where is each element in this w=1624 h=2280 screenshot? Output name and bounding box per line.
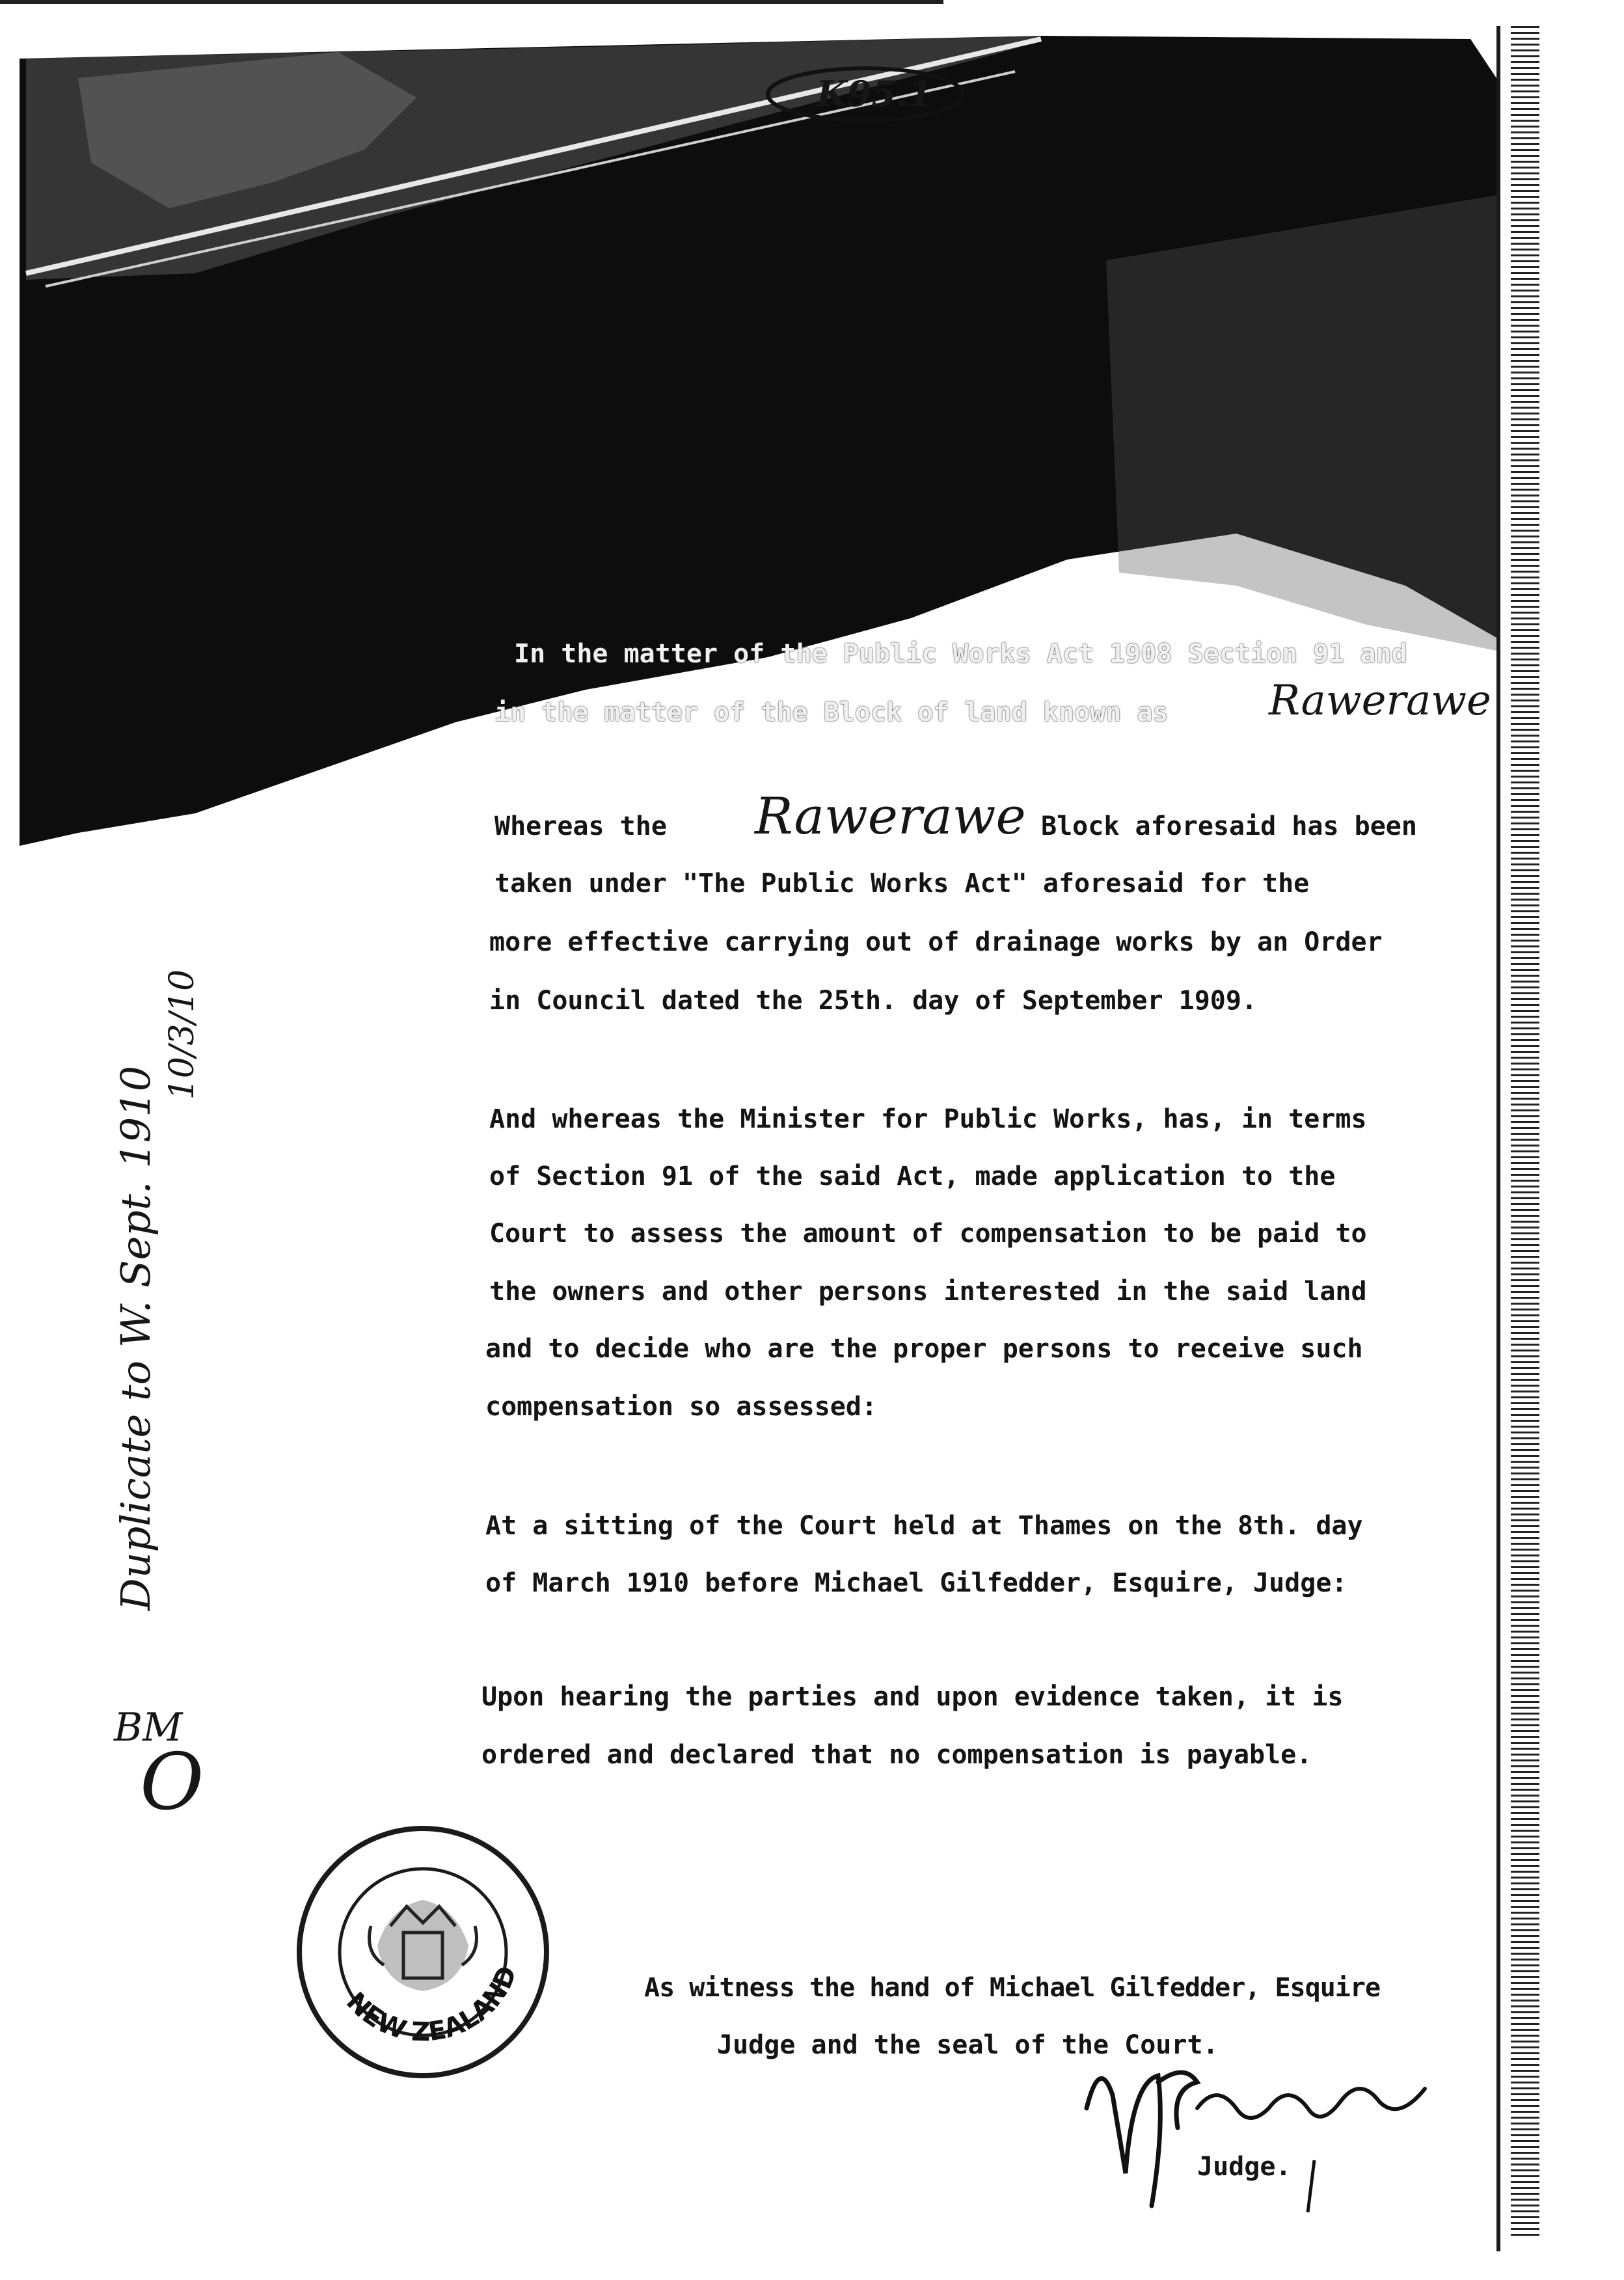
- witness-line-2: Judge and the seal of the Court.: [717, 2030, 1219, 2060]
- para2-line1: And whereas the Minister for Public Works, has, in terms: [489, 1104, 1367, 1134]
- page-edge-line: [1496, 26, 1500, 2251]
- top-rule: [0, 0, 943, 4]
- para3-line1: At a sitting of the Court held at Thames on the 8th. day: [485, 1511, 1363, 1541]
- court-seal: [286, 1815, 560, 2089]
- heading-block-name: Rawerawe: [1269, 677, 1491, 725]
- para2-line2: of Section 91 of the said Act, made application to the: [489, 1161, 1336, 1191]
- page-edge-border: [1511, 26, 1539, 2238]
- para1-block-name: Rawerawe: [755, 787, 1026, 846]
- judge-signature: [1067, 2030, 1470, 2225]
- para1-line4: in Council dated the 25th. day of September 1909.: [489, 986, 1258, 1016]
- margin-initials: BM: [114, 1705, 183, 1750]
- para1-lead: Whereas the: [494, 811, 667, 841]
- seal-ring-text: NEW ZEALAND: [340, 1962, 523, 2048]
- margin-vertical-note: Duplicate to W. Sept. 1910: [112, 1065, 160, 1611]
- para2-line4: the owners and other persons interested in the said land: [489, 1277, 1367, 1307]
- witness-line-1: As witness the hand of Michael Gilfedder, Esquire: [644, 1973, 1381, 2003]
- para2-line5: and to decide who are the proper persons to receive such: [485, 1334, 1363, 1364]
- reference-number: K95.1: [817, 73, 933, 115]
- heading-line-1: In the matter of the Public Works Act 1908 Section 91 and: [514, 639, 1407, 669]
- heading-line-2: in the matter of the Block of land known as: [494, 698, 1169, 727]
- margin-date-note: 10/3/10: [163, 969, 202, 1100]
- para4-line2: ordered and declared that no compensation is payable.: [481, 1740, 1312, 1770]
- para2-line3: Court to assess the amount of compensation to be paid to: [489, 1219, 1367, 1249]
- para1-line2: taken under "The Public Works Act" aforesaid for the: [494, 869, 1310, 899]
- judge-label: Judge.: [1197, 2152, 1292, 2182]
- margin-initials-mark: O: [140, 1737, 204, 1828]
- para2-line6: compensation so assessed:: [485, 1392, 878, 1422]
- para3-line2: of March 1910 before Michael Gilfedder, Esquire, Judge:: [485, 1568, 1347, 1598]
- para4-line1: Upon hearing the parties and upon evidence taken, it is: [481, 1682, 1344, 1712]
- para1-line1-rest: Block aforesaid has been: [1041, 811, 1417, 841]
- para1-line3: more effective carrying out of drainage works by an Order: [489, 927, 1383, 957]
